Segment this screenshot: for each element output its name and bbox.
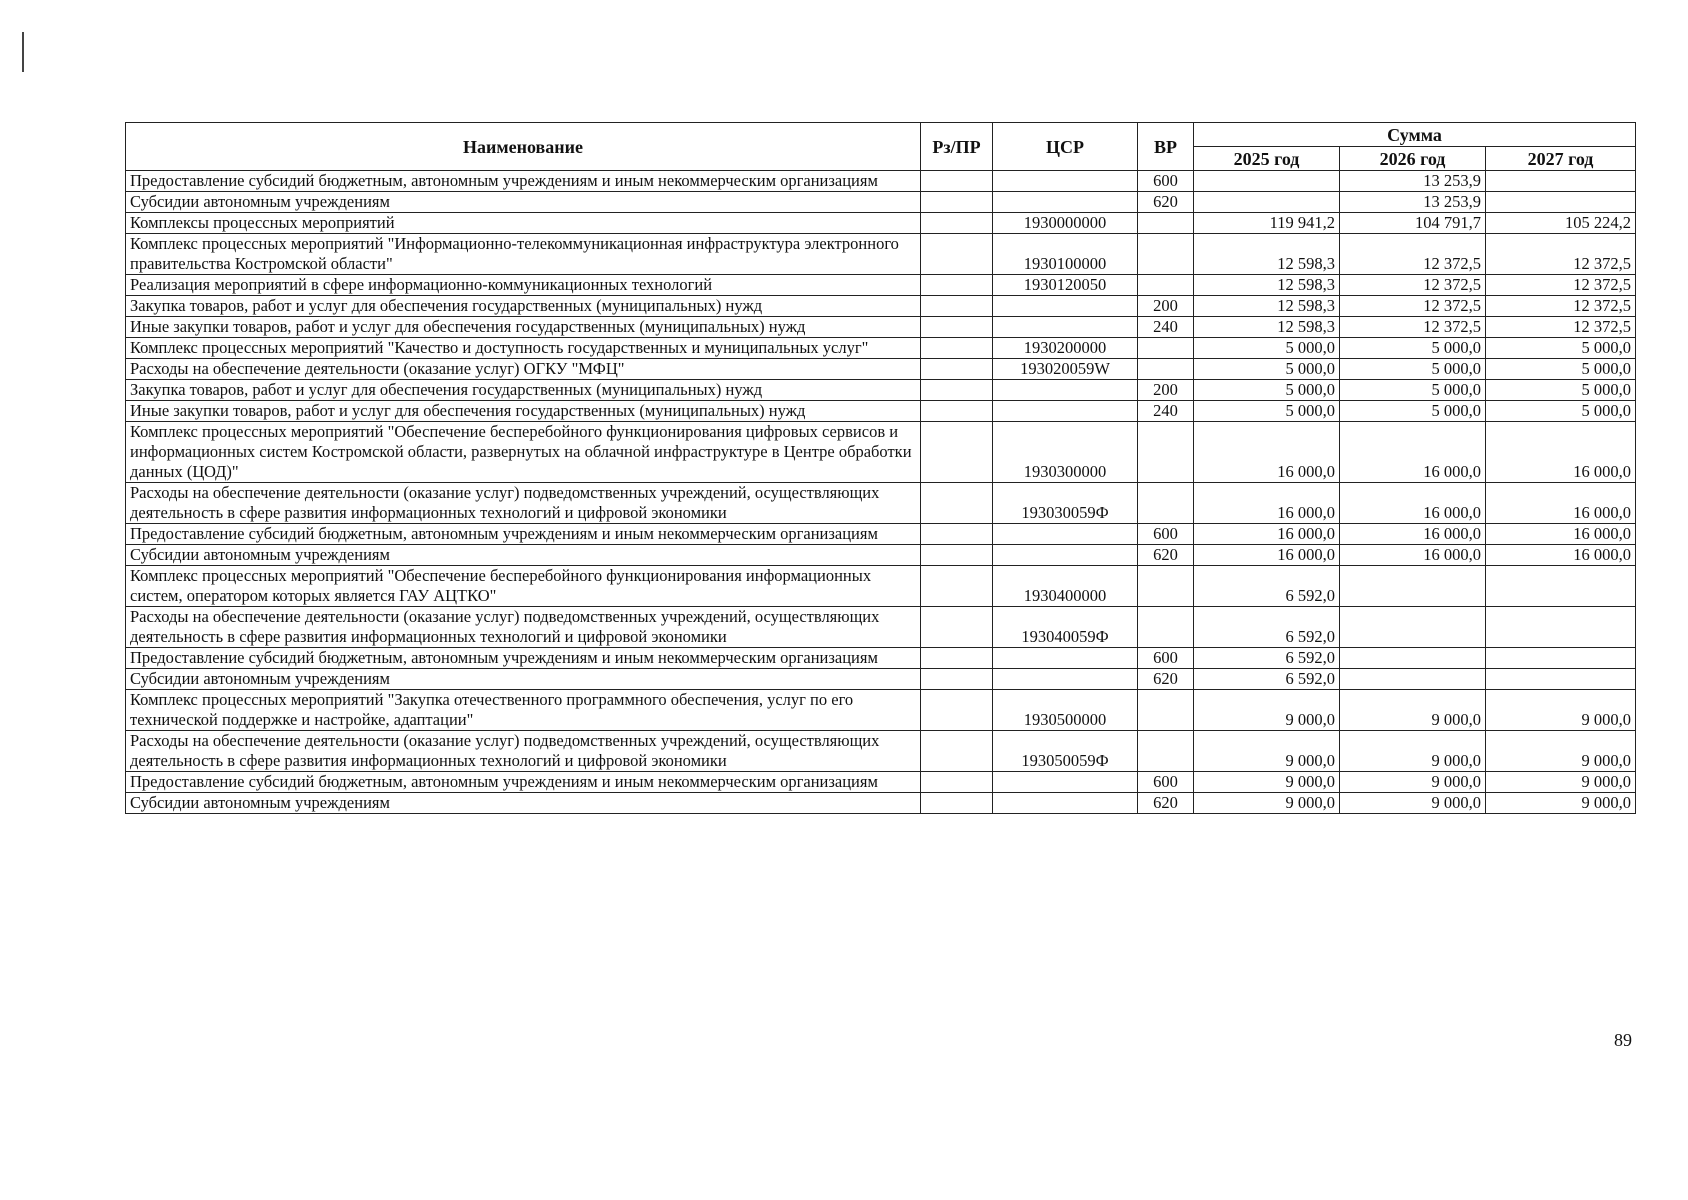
cell-2027: 12 372,5 xyxy=(1486,234,1636,275)
cell-name: Субсидии автономным учреждениям xyxy=(126,192,921,213)
header-csr: ЦСР xyxy=(993,123,1138,171)
cell-vr xyxy=(1138,731,1194,772)
table-row xyxy=(126,192,1636,213)
cell-2027: 16 000,0 xyxy=(1486,422,1636,483)
cell-vr xyxy=(1138,422,1194,483)
cell-rzpr xyxy=(921,171,993,192)
budget-table xyxy=(125,122,1636,814)
cell-2025: 12 598,3 xyxy=(1194,275,1340,296)
table-header xyxy=(126,123,1636,171)
cell-2025: 9 000,0 xyxy=(1194,793,1340,814)
cell-2027 xyxy=(1486,171,1636,192)
cell-2026 xyxy=(1340,566,1486,607)
cell-name: Комплекс процессных мероприятий "Информационно-телекоммуникационная инфраструктура электронного правительства Костромской области" xyxy=(126,234,921,275)
table-row xyxy=(126,483,1636,524)
cell-rzpr xyxy=(921,690,993,731)
cell-rzpr xyxy=(921,275,993,296)
cell-vr xyxy=(1138,338,1194,359)
cell-2027: 5 000,0 xyxy=(1486,401,1636,422)
cell-2026 xyxy=(1340,648,1486,669)
cell-2025 xyxy=(1194,192,1340,213)
cell-name: Комплекс процессных мероприятий "Обеспечение бесперебойного функционирования информационных систем, оператором которых является ГАУ АЦТКО" xyxy=(126,566,921,607)
cell-2027: 9 000,0 xyxy=(1486,793,1636,814)
cell-vr xyxy=(1138,234,1194,275)
cell-2026: 9 000,0 xyxy=(1340,731,1486,772)
cell-2025: 5 000,0 xyxy=(1194,359,1340,380)
cell-2026: 5 000,0 xyxy=(1340,380,1486,401)
cell-csr: 193040059Ф xyxy=(993,607,1138,648)
cell-2027: 5 000,0 xyxy=(1486,338,1636,359)
cell-csr xyxy=(993,669,1138,690)
cell-vr: 240 xyxy=(1138,401,1194,422)
cell-csr: 1930120050 xyxy=(993,275,1138,296)
cell-2026: 16 000,0 xyxy=(1340,483,1486,524)
cell-name: Иные закупки товаров, работ и услуг для обеспечения государственных (муниципальных) нужд xyxy=(126,401,921,422)
cell-2027 xyxy=(1486,648,1636,669)
cell-2027 xyxy=(1486,607,1636,648)
cell-rzpr xyxy=(921,648,993,669)
cell-2027: 12 372,5 xyxy=(1486,296,1636,317)
cell-2025: 5 000,0 xyxy=(1194,401,1340,422)
cell-rzpr xyxy=(921,669,993,690)
cell-csr xyxy=(993,648,1138,669)
cell-2026: 5 000,0 xyxy=(1340,401,1486,422)
cell-rzpr xyxy=(921,296,993,317)
cell-csr: 1930500000 xyxy=(993,690,1138,731)
cell-vr: 600 xyxy=(1138,772,1194,793)
cell-csr xyxy=(993,772,1138,793)
cell-rzpr xyxy=(921,793,993,814)
cell-2027: 16 000,0 xyxy=(1486,545,1636,566)
cell-vr xyxy=(1138,483,1194,524)
table-row xyxy=(126,545,1636,566)
cell-2025: 12 598,3 xyxy=(1194,296,1340,317)
cell-rzpr xyxy=(921,483,993,524)
cell-2025: 12 598,3 xyxy=(1194,234,1340,275)
cell-vr: 620 xyxy=(1138,545,1194,566)
cell-csr xyxy=(993,380,1138,401)
cell-name: Комплекс процессных мероприятий "Обеспечение бесперебойного функционирования цифровых сервисов и информационных систем Костромской области, развернутых на облачной инфраструктуре в Центре обработки данных (ЦОД)" xyxy=(126,422,921,483)
cell-2026: 16 000,0 xyxy=(1340,524,1486,545)
cell-2026: 13 253,9 xyxy=(1340,192,1486,213)
cell-rzpr xyxy=(921,359,993,380)
cell-rzpr xyxy=(921,213,993,234)
cell-csr xyxy=(993,192,1138,213)
header-sum: Сумма xyxy=(1194,123,1636,147)
table-row xyxy=(126,213,1636,234)
cell-vr xyxy=(1138,566,1194,607)
cell-2027 xyxy=(1486,192,1636,213)
cell-2027: 9 000,0 xyxy=(1486,731,1636,772)
cell-2027 xyxy=(1486,669,1636,690)
cell-2025: 12 598,3 xyxy=(1194,317,1340,338)
cell-vr: 600 xyxy=(1138,524,1194,545)
table-row xyxy=(126,648,1636,669)
cell-2025: 16 000,0 xyxy=(1194,422,1340,483)
cell-2025: 16 000,0 xyxy=(1194,524,1340,545)
cell-csr xyxy=(993,317,1138,338)
cell-2025: 9 000,0 xyxy=(1194,731,1340,772)
table-row xyxy=(126,422,1636,483)
cell-2025 xyxy=(1194,171,1340,192)
table-body xyxy=(126,171,1636,814)
cell-2025: 16 000,0 xyxy=(1194,545,1340,566)
cell-2025: 6 592,0 xyxy=(1194,607,1340,648)
cell-2027 xyxy=(1486,566,1636,607)
cell-vr xyxy=(1138,213,1194,234)
cell-2027: 12 372,5 xyxy=(1486,317,1636,338)
cell-rzpr xyxy=(921,731,993,772)
cell-2027: 9 000,0 xyxy=(1486,690,1636,731)
cell-name: Предоставление субсидий бюджетным, автономным учреждениям и иным некоммерческим организациям xyxy=(126,772,921,793)
cell-vr: 240 xyxy=(1138,317,1194,338)
table-row xyxy=(126,731,1636,772)
cell-rzpr xyxy=(921,338,993,359)
cell-2026: 9 000,0 xyxy=(1340,690,1486,731)
cell-2027: 12 372,5 xyxy=(1486,275,1636,296)
cell-rzpr xyxy=(921,772,993,793)
header-rzpr: Рз/ПР xyxy=(921,123,993,171)
cell-vr: 620 xyxy=(1138,669,1194,690)
cell-rzpr xyxy=(921,524,993,545)
cell-csr: 193030059Ф xyxy=(993,483,1138,524)
header-name: Наименование xyxy=(126,123,921,171)
table-row xyxy=(126,607,1636,648)
cell-2025: 6 592,0 xyxy=(1194,648,1340,669)
table-row xyxy=(126,275,1636,296)
cell-csr: 1930100000 xyxy=(993,234,1138,275)
cell-2027: 16 000,0 xyxy=(1486,524,1636,545)
cell-csr xyxy=(993,545,1138,566)
cell-2025: 119 941,2 xyxy=(1194,213,1340,234)
cell-rzpr xyxy=(921,317,993,338)
table-row xyxy=(126,401,1636,422)
cell-name: Субсидии автономным учреждениям xyxy=(126,669,921,690)
cell-csr: 1930300000 xyxy=(993,422,1138,483)
cell-csr: 193020059W xyxy=(993,359,1138,380)
cell-2027: 5 000,0 xyxy=(1486,380,1636,401)
cell-name: Комплекс процессных мероприятий "Закупка отечественного программного обеспечения, услуг по его технической поддержке и настройке, адаптации" xyxy=(126,690,921,731)
cell-2025: 16 000,0 xyxy=(1194,483,1340,524)
cell-2025: 9 000,0 xyxy=(1194,772,1340,793)
cell-vr xyxy=(1138,607,1194,648)
cell-2027: 9 000,0 xyxy=(1486,772,1636,793)
table-row xyxy=(126,234,1636,275)
cell-vr xyxy=(1138,690,1194,731)
cell-name: Предоставление субсидий бюджетным, автономным учреждениям и иным некоммерческим организациям xyxy=(126,524,921,545)
cell-2025: 6 592,0 xyxy=(1194,669,1340,690)
table-row xyxy=(126,669,1636,690)
cell-vr: 200 xyxy=(1138,296,1194,317)
cell-rzpr xyxy=(921,401,993,422)
cell-csr: 1930200000 xyxy=(993,338,1138,359)
cell-2025: 9 000,0 xyxy=(1194,690,1340,731)
cell-2026: 16 000,0 xyxy=(1340,422,1486,483)
cell-csr xyxy=(993,524,1138,545)
cell-2026: 5 000,0 xyxy=(1340,359,1486,380)
cell-vr: 600 xyxy=(1138,171,1194,192)
cell-2026: 13 253,9 xyxy=(1340,171,1486,192)
table-row xyxy=(126,524,1636,545)
cell-2026: 12 372,5 xyxy=(1340,317,1486,338)
cell-name: Субсидии автономным учреждениям xyxy=(126,793,921,814)
header-2026: 2026 год xyxy=(1340,147,1486,171)
cell-vr xyxy=(1138,275,1194,296)
cell-2026: 104 791,7 xyxy=(1340,213,1486,234)
table-row xyxy=(126,338,1636,359)
cell-name: Реализация мероприятий в сфере информационно-коммуникационных технологий xyxy=(126,275,921,296)
cell-csr: 193050059Ф xyxy=(993,731,1138,772)
cell-2026 xyxy=(1340,669,1486,690)
cell-rzpr xyxy=(921,545,993,566)
cell-rzpr xyxy=(921,566,993,607)
table-row xyxy=(126,793,1636,814)
cell-csr: 1930400000 xyxy=(993,566,1138,607)
cell-rzpr xyxy=(921,422,993,483)
header-2025: 2025 год xyxy=(1194,147,1340,171)
cell-name: Субсидии автономным учреждениям xyxy=(126,545,921,566)
page-number: 89 xyxy=(1614,1030,1632,1050)
cell-2025: 6 592,0 xyxy=(1194,566,1340,607)
cell-2026: 12 372,5 xyxy=(1340,296,1486,317)
cell-2026: 12 372,5 xyxy=(1340,275,1486,296)
cell-name: Предоставление субсидий бюджетным, автономным учреждениям и иным некоммерческим организациям xyxy=(126,171,921,192)
scan-artifact-line xyxy=(22,32,24,72)
cell-csr xyxy=(993,401,1138,422)
cell-vr: 620 xyxy=(1138,192,1194,213)
cell-name: Расходы на обеспечение деятельности (оказание услуг) ОГКУ "МФЦ" xyxy=(126,359,921,380)
table-row xyxy=(126,772,1636,793)
cell-name: Комплекс процессных мероприятий "Качество и доступность государственных и муниципальных услуг" xyxy=(126,338,921,359)
cell-name: Закупка товаров, работ и услуг для обеспечения государственных (муниципальных) нужд xyxy=(126,380,921,401)
cell-2026: 5 000,0 xyxy=(1340,338,1486,359)
table-row xyxy=(126,566,1636,607)
cell-name: Расходы на обеспечение деятельности (оказание услуг) подведомственных учреждений, осуществляющих деятельность в сфере развития информационных технологий и цифровой экономики xyxy=(126,607,921,648)
cell-vr: 620 xyxy=(1138,793,1194,814)
cell-2025: 5 000,0 xyxy=(1194,338,1340,359)
cell-name: Иные закупки товаров, работ и услуг для обеспечения государственных (муниципальных) нужд xyxy=(126,317,921,338)
cell-vr: 600 xyxy=(1138,648,1194,669)
table-row xyxy=(126,690,1636,731)
cell-2027: 5 000,0 xyxy=(1486,359,1636,380)
cell-csr: 1930000000 xyxy=(993,213,1138,234)
cell-rzpr xyxy=(921,380,993,401)
table-row xyxy=(126,171,1636,192)
cell-2026: 9 000,0 xyxy=(1340,793,1486,814)
table-row xyxy=(126,380,1636,401)
cell-2026 xyxy=(1340,607,1486,648)
cell-name: Закупка товаров, работ и услуг для обеспечения государственных (муниципальных) нужд xyxy=(126,296,921,317)
cell-name: Расходы на обеспечение деятельности (оказание услуг) подведомственных учреждений, осуществляющих деятельность в сфере развития информационных технологий и цифровой экономики xyxy=(126,731,921,772)
cell-csr xyxy=(993,171,1138,192)
cell-csr xyxy=(993,793,1138,814)
table-row xyxy=(126,317,1636,338)
cell-2027: 105 224,2 xyxy=(1486,213,1636,234)
cell-name: Предоставление субсидий бюджетным, автономным учреждениям и иным некоммерческим организациям xyxy=(126,648,921,669)
cell-name: Расходы на обеспечение деятельности (оказание услуг) подведомственных учреждений, осуществляющих деятельность в сфере развития информационных технологий и цифровой экономики xyxy=(126,483,921,524)
cell-csr xyxy=(993,296,1138,317)
cell-2025: 5 000,0 xyxy=(1194,380,1340,401)
cell-rzpr xyxy=(921,234,993,275)
cell-vr: 200 xyxy=(1138,380,1194,401)
cell-2027: 16 000,0 xyxy=(1486,483,1636,524)
header-2027: 2027 год xyxy=(1486,147,1636,171)
table-row xyxy=(126,359,1636,380)
cell-rzpr xyxy=(921,607,993,648)
cell-2026: 12 372,5 xyxy=(1340,234,1486,275)
cell-name: Комплексы процессных мероприятий xyxy=(126,213,921,234)
header-vr: ВР xyxy=(1138,123,1194,171)
cell-2026: 16 000,0 xyxy=(1340,545,1486,566)
cell-2026: 9 000,0 xyxy=(1340,772,1486,793)
cell-rzpr xyxy=(921,192,993,213)
table-row xyxy=(126,296,1636,317)
cell-vr xyxy=(1138,359,1194,380)
